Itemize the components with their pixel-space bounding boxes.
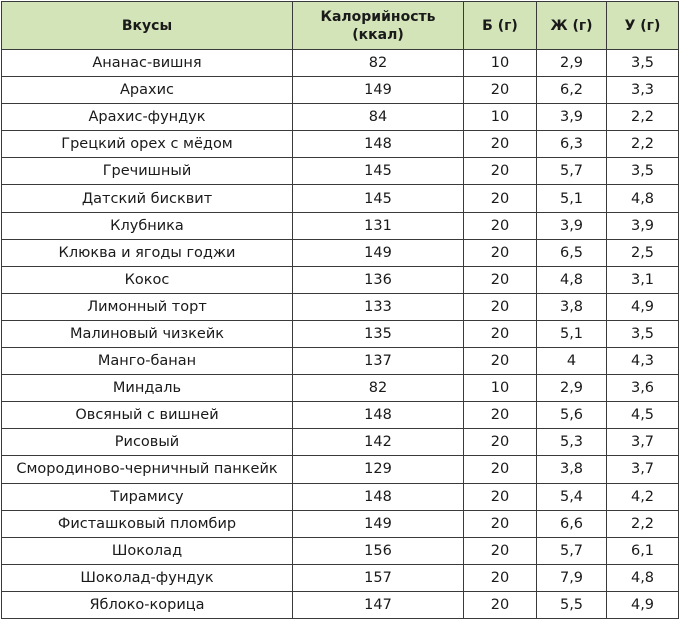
table-header — [2, 2, 679, 50]
cell-carbs: 3,6 — [607, 375, 679, 402]
cell-fat: 2,9 — [537, 50, 607, 77]
cell-fat: 5,5 — [537, 591, 607, 618]
cell-fat: 3,9 — [537, 212, 607, 239]
cell-calories: 149 — [293, 510, 464, 537]
cell-carbs: 2,2 — [607, 131, 679, 158]
header-row — [2, 2, 679, 50]
cell-carbs: 4,8 — [607, 564, 679, 591]
cell-protein: 20 — [464, 564, 537, 591]
cell-fat: 3,8 — [537, 456, 607, 483]
cell-flavor: Манго-банан — [2, 348, 293, 375]
cell-calories: 82 — [293, 50, 464, 77]
cell-carbs: 6,1 — [607, 537, 679, 564]
cell-calories: 145 — [293, 185, 464, 212]
cell-fat: 5,7 — [537, 158, 607, 185]
cell-protein: 10 — [464, 50, 537, 77]
cell-calories: 156 — [293, 537, 464, 564]
header-carbs: У (г) — [607, 2, 679, 50]
cell-carbs: 3,7 — [607, 429, 679, 456]
cell-carbs: 3,1 — [607, 266, 679, 293]
cell-protein: 20 — [464, 483, 537, 510]
header-calories-line2: (ккал) — [352, 26, 404, 43]
cell-fat: 6,5 — [537, 239, 607, 266]
cell-flavor: Яблоко-корица — [2, 591, 293, 618]
cell-carbs: 2,5 — [607, 239, 679, 266]
cell-calories: 131 — [293, 212, 464, 239]
cell-protein: 20 — [464, 429, 537, 456]
cell-protein: 20 — [464, 212, 537, 239]
cell-carbs: 3,5 — [607, 320, 679, 347]
cell-protein: 20 — [464, 320, 537, 347]
cell-protein: 20 — [464, 348, 537, 375]
cell-flavor: Шоколад-фундук — [2, 564, 293, 591]
header-fat: Ж (г) — [537, 2, 607, 50]
cell-calories: 82 — [293, 375, 464, 402]
cell-flavor: Ананас-вишня — [2, 50, 293, 77]
cell-calories: 157 — [293, 564, 464, 591]
cell-carbs: 2,2 — [607, 510, 679, 537]
cell-protein: 20 — [464, 131, 537, 158]
cell-calories: 142 — [293, 429, 464, 456]
header-protein: Б (г) — [464, 2, 537, 50]
table-row — [2, 104, 679, 131]
cell-fat: 6,6 — [537, 510, 607, 537]
cell-protein: 20 — [464, 77, 537, 104]
cell-protein: 10 — [464, 375, 537, 402]
header-flavor: Вкусы — [2, 2, 293, 50]
cell-carbs: 2,2 — [607, 104, 679, 131]
table-row — [2, 185, 679, 212]
cell-fat: 5,4 — [537, 483, 607, 510]
cell-flavor: Рисовый — [2, 429, 293, 456]
table-row — [2, 456, 679, 483]
cell-fat: 5,1 — [537, 320, 607, 347]
cell-protein: 10 — [464, 104, 537, 131]
table-row — [2, 483, 679, 510]
cell-fat: 5,3 — [537, 429, 607, 456]
cell-protein: 20 — [464, 239, 537, 266]
cell-carbs: 4,9 — [607, 591, 679, 618]
cell-calories: 149 — [293, 239, 464, 266]
cell-flavor: Арахис-фундук — [2, 104, 293, 131]
cell-flavor: Кокос — [2, 266, 293, 293]
cell-fat: 4 — [537, 348, 607, 375]
cell-flavor: Лимонный торт — [2, 293, 293, 320]
cell-protein: 20 — [464, 293, 537, 320]
table-row — [2, 266, 679, 293]
cell-fat: 5,6 — [537, 402, 607, 429]
cell-calories: 129 — [293, 456, 464, 483]
cell-carbs: 3,3 — [607, 77, 679, 104]
cell-protein: 20 — [464, 537, 537, 564]
cell-calories: 148 — [293, 483, 464, 510]
cell-fat: 2,9 — [537, 375, 607, 402]
table-row — [2, 537, 679, 564]
cell-fat: 7,9 — [537, 564, 607, 591]
cell-fat: 5,1 — [537, 185, 607, 212]
cell-flavor: Шоколад — [2, 537, 293, 564]
cell-fat: 3,8 — [537, 293, 607, 320]
cell-flavor: Клюква и ягоды годжи — [2, 239, 293, 266]
table-body — [2, 50, 679, 619]
cell-calories: 149 — [293, 77, 464, 104]
cell-flavor: Малиновый чизкейк — [2, 320, 293, 347]
cell-carbs: 3,5 — [607, 158, 679, 185]
cell-carbs: 4,9 — [607, 293, 679, 320]
table-row — [2, 158, 679, 185]
cell-carbs: 4,3 — [607, 348, 679, 375]
cell-carbs: 3,7 — [607, 456, 679, 483]
cell-calories: 145 — [293, 158, 464, 185]
cell-fat: 4,8 — [537, 266, 607, 293]
cell-flavor: Миндаль — [2, 375, 293, 402]
table-row — [2, 293, 679, 320]
cell-flavor: Фисташковый пломбир — [2, 510, 293, 537]
header-calories — [293, 2, 464, 50]
cell-flavor: Тирамису — [2, 483, 293, 510]
table-row — [2, 402, 679, 429]
cell-flavor: Арахис — [2, 77, 293, 104]
cell-carbs: 4,8 — [607, 185, 679, 212]
table-row — [2, 348, 679, 375]
cell-protein: 20 — [464, 591, 537, 618]
cell-flavor: Гречишный — [2, 158, 293, 185]
cell-protein: 20 — [464, 185, 537, 212]
header-calories-line1: Калорийность — [320, 8, 436, 25]
cell-protein: 20 — [464, 510, 537, 537]
nutrition-table — [1, 1, 679, 619]
cell-calories: 133 — [293, 293, 464, 320]
table-row — [2, 564, 679, 591]
cell-calories: 147 — [293, 591, 464, 618]
cell-carbs: 3,5 — [607, 50, 679, 77]
cell-flavor: Грецкий орех с мёдом — [2, 131, 293, 158]
cell-fat: 6,3 — [537, 131, 607, 158]
table-row — [2, 77, 679, 104]
cell-fat: 6,2 — [537, 77, 607, 104]
cell-calories: 84 — [293, 104, 464, 131]
cell-fat: 5,7 — [537, 537, 607, 564]
table-row — [2, 131, 679, 158]
table-row — [2, 212, 679, 239]
table-row — [2, 320, 679, 347]
cell-calories: 135 — [293, 320, 464, 347]
cell-calories: 137 — [293, 348, 464, 375]
cell-carbs: 4,5 — [607, 402, 679, 429]
cell-protein: 20 — [464, 158, 537, 185]
cell-carbs: 3,9 — [607, 212, 679, 239]
cell-flavor: Овсяный с вишней — [2, 402, 293, 429]
cell-protein: 20 — [464, 456, 537, 483]
cell-flavor: Датский бисквит — [2, 185, 293, 212]
cell-calories: 136 — [293, 266, 464, 293]
cell-carbs: 4,2 — [607, 483, 679, 510]
cell-protein: 20 — [464, 266, 537, 293]
table-row — [2, 50, 679, 77]
cell-fat: 3,9 — [537, 104, 607, 131]
cell-calories: 148 — [293, 402, 464, 429]
cell-flavor: Клубника — [2, 212, 293, 239]
table-row — [2, 239, 679, 266]
cell-calories: 148 — [293, 131, 464, 158]
table-row — [2, 429, 679, 456]
table-row — [2, 375, 679, 402]
cell-protein: 20 — [464, 402, 537, 429]
table-row — [2, 591, 679, 618]
table-row — [2, 510, 679, 537]
cell-flavor: Смородиново-черничный панкейк — [2, 456, 293, 483]
